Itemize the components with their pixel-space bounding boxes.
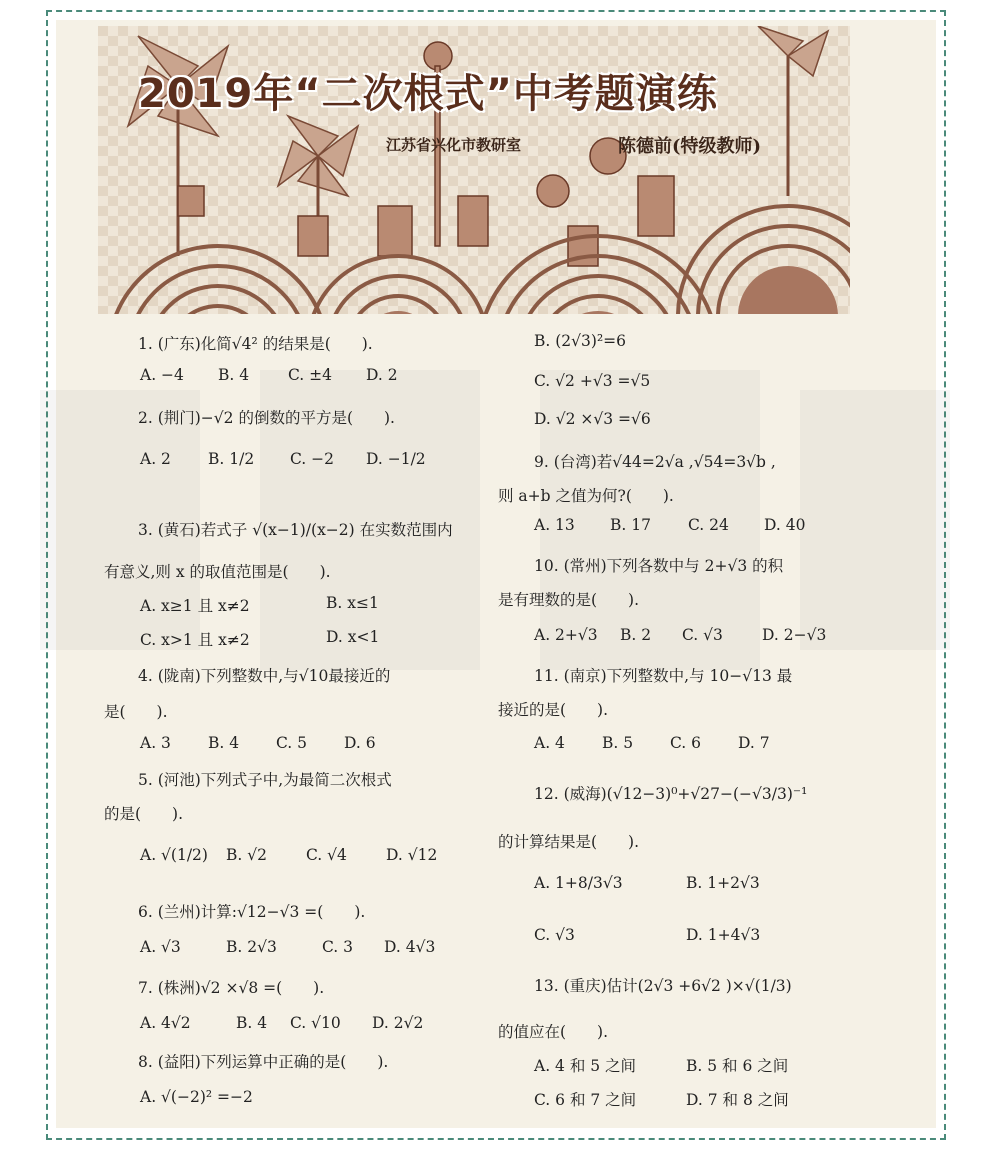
q2-option-d: D. −1/2 — [366, 450, 426, 468]
question-8: 8. (益阳)下列运算中正确的是( ). — [138, 1053, 389, 1071]
q3-option-b: B. x≤1 — [326, 594, 379, 612]
q3-option-a: A. x≥1 且 x≠2 — [140, 597, 250, 615]
q5-option-b: B. √2 — [226, 846, 267, 864]
question-1: 1. (广东)化简√4² 的结果是( ). — [138, 335, 373, 353]
q6-option-a: A. √3 — [140, 938, 181, 956]
question-3-line2: 有意义,则 x 的取值范围是( ). — [104, 563, 331, 581]
author-name: 陈德前(特级教师) — [618, 136, 762, 157]
q1-option-d: D. 2 — [366, 366, 398, 384]
q4-option-b: B. 4 — [208, 734, 240, 752]
question-13-line2: 的值应在( ). — [498, 1023, 609, 1041]
q7-option-a: A. 4√2 — [140, 1014, 191, 1032]
page-title: 2019年“二次根式”中考题演练 — [138, 71, 718, 117]
q10-option-d: D. 2−√3 — [762, 626, 827, 644]
q11-option-b: B. 5 — [602, 734, 634, 752]
q6-option-b: B. 2√3 — [226, 938, 277, 956]
q2-option-a: A. 2 — [140, 450, 171, 468]
question-5: 5. (河池)下列式子中,为最简二次根式 — [138, 771, 392, 789]
q11-option-d: D. 7 — [738, 734, 770, 752]
q9-option-c: C. 24 — [688, 516, 729, 534]
q12-option-a: A. 1+8/3√3 — [534, 874, 623, 892]
question-4-line2: 是( ). — [104, 703, 168, 721]
q4-option-a: A. 3 — [140, 734, 171, 752]
q1-option-a: A. −4 — [140, 366, 184, 384]
question-3: 3. (黄石)若式子 √(x−1)/(x−2) 在实数范围内 — [138, 521, 453, 539]
author-organization: 江苏省兴化市教研室 — [386, 136, 522, 154]
question-6: 6. (兰州)计算:√12−√3 =( ). — [138, 903, 366, 921]
question-2: 2. (荆门)−√2 的倒数的平方是( ). — [138, 409, 395, 427]
q8-option-d: D. √2 ×√3 =√6 — [534, 410, 651, 428]
q4-option-c: C. 5 — [276, 734, 308, 752]
q8-option-a: A. √(−2)² =−2 — [140, 1088, 253, 1106]
question-7: 7. (株洲)√2 ×√8 =( ). — [138, 979, 325, 997]
q8-option-c: C. √2 +√3 =√5 — [534, 372, 651, 390]
question-13: 13. (重庆)估计(2√3 +6√2 )×√(1/3) — [534, 977, 792, 995]
question-10: 10. (常州)下列各数中与 2+√3 的积 — [534, 557, 784, 575]
q6-option-d: D. 4√3 — [384, 938, 436, 956]
q10-option-c: C. √3 — [682, 626, 723, 644]
question-9-line2: 则 a+b 之值为何?( ). — [498, 487, 674, 505]
q10-option-a: A. 2+√3 — [534, 626, 598, 644]
q1-option-b: B. 4 — [218, 366, 250, 384]
question-4: 4. (陇南)下列整数中,与√10最接近的 — [138, 667, 391, 685]
question-9: 9. (台湾)若√44=2√a ,√54=3√b , — [534, 453, 776, 471]
q7-option-c: C. √10 — [290, 1014, 341, 1032]
q9-option-a: A. 13 — [534, 516, 575, 534]
q12-option-c: C. √3 — [534, 926, 575, 944]
q5-option-c: C. √4 — [306, 846, 347, 864]
q2-option-c: C. −2 — [290, 450, 335, 468]
question-11: 11. (南京)下列整数中,与 10−√13 最 — [534, 667, 793, 685]
question-12: 12. (威海)(√12−3)⁰+√27−(−√3/3)⁻¹ — [534, 785, 808, 803]
q13-option-b: B. 5 和 6 之间 — [686, 1057, 789, 1075]
q13-option-d: D. 7 和 8 之间 — [686, 1091, 789, 1109]
q3-option-c: C. x>1 且 x≠2 — [140, 631, 250, 649]
q13-option-c: C. 6 和 7 之间 — [534, 1091, 637, 1109]
q11-option-c: C. 6 — [670, 734, 702, 752]
q12-option-d: D. 1+4√3 — [686, 926, 761, 944]
q4-option-d: D. 6 — [344, 734, 376, 752]
q6-option-c: C. 3 — [322, 938, 354, 956]
question-11-line2: 接近的是( ). — [498, 701, 609, 719]
q11-option-a: A. 4 — [534, 734, 565, 752]
q13-option-a: A. 4 和 5 之间 — [534, 1057, 637, 1075]
question-12-line2: 的计算结果是( ). — [498, 833, 640, 851]
q5-option-a: A. √(1/2) — [140, 846, 208, 864]
q7-option-b: B. 4 — [236, 1014, 268, 1032]
q10-option-b: B. 2 — [620, 626, 652, 644]
q3-option-d: D. x<1 — [326, 628, 380, 646]
q5-option-d: D. √12 — [386, 846, 438, 864]
question-10-line2: 是有理数的是( ). — [498, 591, 640, 609]
q2-option-b: B. 1/2 — [208, 450, 255, 468]
q12-option-b: B. 1+2√3 — [686, 874, 760, 892]
q1-option-c: C. ±4 — [288, 366, 333, 384]
q9-option-b: B. 17 — [610, 516, 651, 534]
q8-option-b: B. (2√3)²=6 — [534, 332, 627, 350]
q9-option-d: D. 40 — [764, 516, 806, 534]
q7-option-d: D. 2√2 — [372, 1014, 424, 1032]
question-5-line2: 的是( ). — [104, 805, 184, 823]
